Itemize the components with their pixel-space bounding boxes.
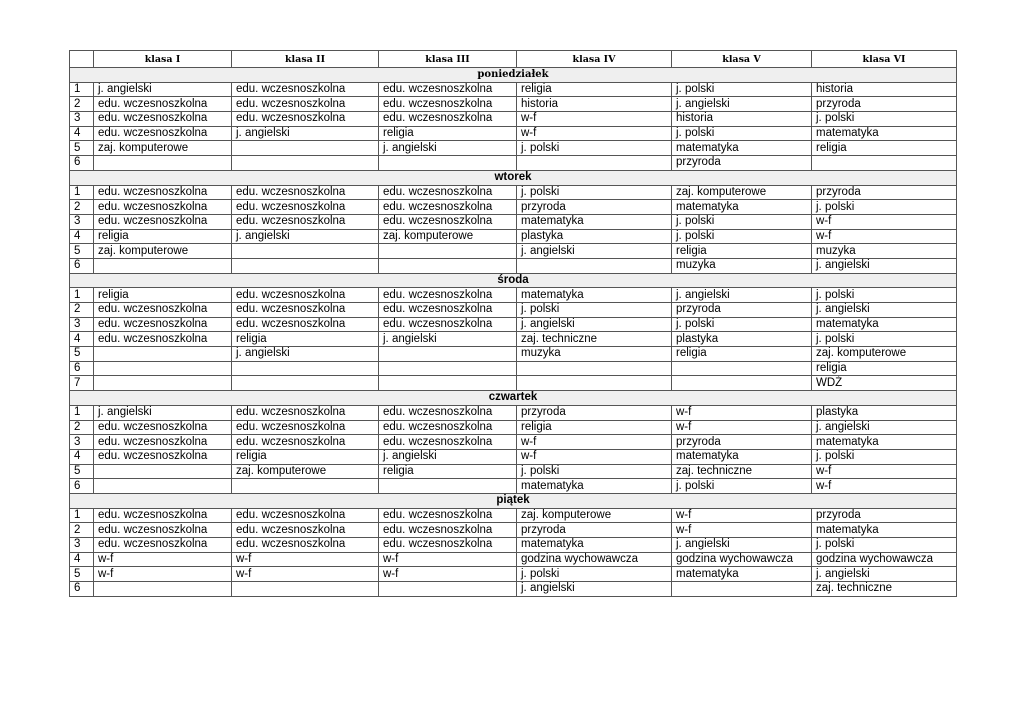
lesson-row bbox=[70, 229, 957, 244]
lesson-row bbox=[70, 332, 957, 347]
lesson-row bbox=[70, 141, 957, 156]
lesson-subject: edu. wczesnoszkolna bbox=[232, 508, 379, 523]
lesson-subject: edu. wczesnoszkolna bbox=[379, 435, 517, 450]
lesson-subject: edu. wczesnoszkolna bbox=[94, 303, 232, 318]
header-cell-class: klasa IV bbox=[517, 51, 672, 68]
lesson-subject bbox=[94, 347, 232, 362]
header-cell-class: klasa VI bbox=[812, 51, 957, 68]
lesson-number: 2 bbox=[70, 420, 94, 435]
lesson-subject bbox=[379, 361, 517, 376]
lesson-subject: w-f bbox=[812, 214, 957, 229]
lesson-subject: j. angielski bbox=[379, 141, 517, 156]
lesson-subject: religia bbox=[812, 141, 957, 156]
lesson-subject: w-f bbox=[672, 508, 812, 523]
lesson-subject: w-f bbox=[94, 552, 232, 567]
lesson-subject bbox=[94, 479, 232, 494]
lesson-subject: j. polski bbox=[517, 567, 672, 582]
header-row bbox=[70, 51, 957, 68]
lesson-subject: zaj. komputerowe bbox=[94, 141, 232, 156]
lesson-subject bbox=[379, 156, 517, 171]
lesson-subject: w-f bbox=[232, 552, 379, 567]
lesson-subject: edu. wczesnoszkolna bbox=[379, 508, 517, 523]
lesson-subject: edu. wczesnoszkolna bbox=[94, 523, 232, 538]
lesson-row bbox=[70, 97, 957, 112]
lesson-subject: edu. wczesnoszkolna bbox=[232, 185, 379, 200]
lesson-number: 1 bbox=[70, 82, 94, 97]
lesson-subject: j. polski bbox=[812, 332, 957, 347]
lesson-subject: przyroda bbox=[812, 508, 957, 523]
lesson-number: 4 bbox=[70, 229, 94, 244]
lesson-subject: zaj. techniczne bbox=[517, 332, 672, 347]
lesson-subject: j. polski bbox=[672, 317, 812, 332]
lesson-row bbox=[70, 156, 957, 171]
lesson-number: 6 bbox=[70, 582, 94, 597]
lesson-subject: religia bbox=[812, 361, 957, 376]
lesson-subject: matematyka bbox=[672, 567, 812, 582]
lesson-subject: muzyka bbox=[517, 347, 672, 362]
lesson-subject: matematyka bbox=[517, 214, 672, 229]
lesson-subject: j. angielski bbox=[232, 126, 379, 141]
lesson-subject: j. polski bbox=[672, 214, 812, 229]
lesson-subject: j. polski bbox=[517, 185, 672, 200]
lesson-subject: edu. wczesnoszkolna bbox=[232, 82, 379, 97]
lesson-subject bbox=[517, 376, 672, 391]
lesson-subject: edu. wczesnoszkolna bbox=[232, 435, 379, 450]
lesson-subject: edu. wczesnoszkolna bbox=[232, 405, 379, 420]
day-header-row bbox=[70, 273, 957, 288]
lesson-row bbox=[70, 361, 957, 376]
lesson-subject: edu. wczesnoszkolna bbox=[232, 420, 379, 435]
lesson-number: 5 bbox=[70, 464, 94, 479]
lesson-subject: przyroda bbox=[812, 185, 957, 200]
lesson-row bbox=[70, 200, 957, 215]
lesson-subject bbox=[94, 361, 232, 376]
lesson-subject: edu. wczesnoszkolna bbox=[379, 405, 517, 420]
lesson-subject: j. polski bbox=[517, 303, 672, 318]
lesson-subject: religia bbox=[672, 244, 812, 259]
lesson-subject bbox=[232, 141, 379, 156]
lesson-subject: edu. wczesnoszkolna bbox=[232, 523, 379, 538]
lesson-subject: religia bbox=[517, 82, 672, 97]
lesson-subject: edu. wczesnoszkolna bbox=[379, 303, 517, 318]
day-header-row bbox=[70, 391, 957, 406]
lesson-subject: j. polski bbox=[812, 112, 957, 127]
lesson-subject: przyroda bbox=[672, 156, 812, 171]
lesson-subject: edu. wczesnoszkolna bbox=[94, 435, 232, 450]
lesson-subject: j. angielski bbox=[232, 229, 379, 244]
lesson-subject: matematyka bbox=[812, 126, 957, 141]
lesson-number: 3 bbox=[70, 214, 94, 229]
lesson-number: 1 bbox=[70, 288, 94, 303]
lesson-subject: godzina wychowawcza bbox=[812, 552, 957, 567]
lesson-subject: edu. wczesnoszkolna bbox=[94, 449, 232, 464]
lesson-subject: j. polski bbox=[672, 126, 812, 141]
day-header-row bbox=[70, 68, 957, 83]
lesson-subject bbox=[94, 156, 232, 171]
lesson-number: 1 bbox=[70, 508, 94, 523]
lesson-subject: edu. wczesnoszkolna bbox=[379, 200, 517, 215]
lesson-subject: godzina wychowawcza bbox=[672, 552, 812, 567]
day-name: poniedziałek bbox=[70, 68, 957, 83]
lesson-subject bbox=[379, 479, 517, 494]
lesson-subject: w-f bbox=[517, 449, 672, 464]
lesson-row bbox=[70, 405, 957, 420]
lesson-subject: edu. wczesnoszkolna bbox=[94, 97, 232, 112]
lesson-subject: edu. wczesnoszkolna bbox=[94, 200, 232, 215]
lesson-number: 5 bbox=[70, 347, 94, 362]
timetable bbox=[69, 50, 957, 597]
lesson-number: 1 bbox=[70, 405, 94, 420]
lesson-subject: w-f bbox=[379, 552, 517, 567]
lesson-number: 3 bbox=[70, 538, 94, 553]
lesson-subject: j. angielski bbox=[379, 332, 517, 347]
lesson-number: 3 bbox=[70, 112, 94, 127]
lesson-number: 2 bbox=[70, 303, 94, 318]
lesson-subject: religia bbox=[379, 126, 517, 141]
lesson-row bbox=[70, 552, 957, 567]
lesson-row bbox=[70, 303, 957, 318]
lesson-subject: plastyka bbox=[517, 229, 672, 244]
lesson-subject: j. angielski bbox=[94, 405, 232, 420]
lesson-subject: muzyka bbox=[812, 244, 957, 259]
lesson-number: 6 bbox=[70, 156, 94, 171]
lesson-subject: j. angielski bbox=[672, 288, 812, 303]
lesson-subject: j. angielski bbox=[812, 258, 957, 273]
lesson-subject: j. polski bbox=[672, 82, 812, 97]
lesson-subject bbox=[232, 258, 379, 273]
lesson-subject bbox=[379, 582, 517, 597]
lesson-row bbox=[70, 479, 957, 494]
lesson-subject: w-f bbox=[232, 567, 379, 582]
lesson-row bbox=[70, 464, 957, 479]
lesson-subject bbox=[94, 376, 232, 391]
lesson-subject: edu. wczesnoszkolna bbox=[94, 126, 232, 141]
lesson-subject: zaj. komputerowe bbox=[379, 229, 517, 244]
lesson-subject: religia bbox=[672, 347, 812, 362]
lesson-number: 3 bbox=[70, 435, 94, 450]
day-header-row bbox=[70, 170, 957, 185]
lesson-subject: edu. wczesnoszkolna bbox=[379, 317, 517, 332]
lesson-subject: w-f bbox=[812, 479, 957, 494]
lesson-number: 6 bbox=[70, 479, 94, 494]
lesson-subject bbox=[379, 258, 517, 273]
lesson-subject bbox=[672, 582, 812, 597]
lesson-subject: j. polski bbox=[812, 200, 957, 215]
header-cell-class: klasa V bbox=[672, 51, 812, 68]
lesson-subject: edu. wczesnoszkolna bbox=[232, 317, 379, 332]
lesson-subject: edu. wczesnoszkolna bbox=[94, 420, 232, 435]
lesson-subject: w-f bbox=[517, 126, 672, 141]
lesson-row bbox=[70, 258, 957, 273]
lesson-subject: historia bbox=[672, 112, 812, 127]
lesson-row bbox=[70, 376, 957, 391]
lesson-number: 2 bbox=[70, 200, 94, 215]
lesson-number: 2 bbox=[70, 97, 94, 112]
lesson-subject: religia bbox=[517, 420, 672, 435]
lesson-subject: matematyka bbox=[812, 523, 957, 538]
lesson-subject: zaj. techniczne bbox=[672, 464, 812, 479]
lesson-subject: w-f bbox=[812, 464, 957, 479]
lesson-subject: w-f bbox=[672, 405, 812, 420]
lesson-subject: j. polski bbox=[812, 288, 957, 303]
lesson-subject: matematyka bbox=[672, 449, 812, 464]
lesson-subject: plastyka bbox=[812, 405, 957, 420]
lesson-subject: zaj. komputerowe bbox=[94, 244, 232, 259]
lesson-subject: matematyka bbox=[517, 479, 672, 494]
lesson-subject: WDŻ bbox=[812, 376, 957, 391]
lesson-subject: zaj. komputerowe bbox=[812, 347, 957, 362]
lesson-subject: plastyka bbox=[672, 332, 812, 347]
lesson-subject: edu. wczesnoszkolna bbox=[94, 538, 232, 553]
lesson-row bbox=[70, 288, 957, 303]
lesson-subject: j. angielski bbox=[517, 582, 672, 597]
header-cell-number bbox=[70, 51, 94, 68]
lesson-row bbox=[70, 126, 957, 141]
lesson-row bbox=[70, 508, 957, 523]
lesson-subject: zaj. techniczne bbox=[812, 582, 957, 597]
lesson-row bbox=[70, 317, 957, 332]
lesson-subject bbox=[379, 244, 517, 259]
lesson-number: 4 bbox=[70, 332, 94, 347]
lesson-number: 5 bbox=[70, 567, 94, 582]
lesson-subject: matematyka bbox=[517, 288, 672, 303]
lesson-subject: w-f bbox=[812, 229, 957, 244]
lesson-row bbox=[70, 538, 957, 553]
lesson-subject: religia bbox=[94, 288, 232, 303]
lesson-subject: edu. wczesnoszkolna bbox=[232, 214, 379, 229]
lesson-subject: j. polski bbox=[672, 479, 812, 494]
lesson-subject bbox=[232, 156, 379, 171]
day-name: czwartek bbox=[70, 391, 957, 406]
lesson-subject bbox=[232, 244, 379, 259]
lesson-subject: w-f bbox=[672, 523, 812, 538]
lesson-subject: matematyka bbox=[672, 200, 812, 215]
lesson-row bbox=[70, 347, 957, 362]
lesson-subject: edu. wczesnoszkolna bbox=[232, 112, 379, 127]
lesson-number: 1 bbox=[70, 185, 94, 200]
lesson-subject bbox=[672, 376, 812, 391]
lesson-subject: przyroda bbox=[517, 523, 672, 538]
lesson-row bbox=[70, 214, 957, 229]
lesson-number: 4 bbox=[70, 449, 94, 464]
header-cell-class: klasa III bbox=[379, 51, 517, 68]
lesson-subject: edu. wczesnoszkolna bbox=[232, 303, 379, 318]
lesson-subject: przyroda bbox=[672, 303, 812, 318]
lesson-subject: przyroda bbox=[517, 200, 672, 215]
lesson-subject: edu. wczesnoszkolna bbox=[94, 112, 232, 127]
lesson-subject: edu. wczesnoszkolna bbox=[379, 538, 517, 553]
lesson-subject: edu. wczesnoszkolna bbox=[94, 214, 232, 229]
lesson-subject: zaj. komputerowe bbox=[672, 185, 812, 200]
lesson-subject: matematyka bbox=[672, 141, 812, 156]
lesson-subject bbox=[672, 361, 812, 376]
lesson-number: 6 bbox=[70, 258, 94, 273]
lesson-subject: przyroda bbox=[812, 97, 957, 112]
lesson-subject: edu. wczesnoszkolna bbox=[232, 288, 379, 303]
lesson-subject: j. angielski bbox=[517, 244, 672, 259]
lesson-row bbox=[70, 523, 957, 538]
lesson-number: 6 bbox=[70, 361, 94, 376]
header-cell-class: klasa II bbox=[232, 51, 379, 68]
lesson-row bbox=[70, 449, 957, 464]
lesson-subject bbox=[379, 347, 517, 362]
lesson-row bbox=[70, 244, 957, 259]
lesson-subject: muzyka bbox=[672, 258, 812, 273]
lesson-subject: j. angielski bbox=[672, 97, 812, 112]
lesson-subject: j. angielski bbox=[379, 449, 517, 464]
lesson-number: 5 bbox=[70, 244, 94, 259]
lesson-row bbox=[70, 420, 957, 435]
lesson-subject: j. polski bbox=[812, 449, 957, 464]
lesson-subject: j. angielski bbox=[232, 347, 379, 362]
lesson-subject bbox=[232, 376, 379, 391]
lesson-subject bbox=[379, 376, 517, 391]
lesson-subject: edu. wczesnoszkolna bbox=[94, 508, 232, 523]
lesson-subject: zaj. komputerowe bbox=[232, 464, 379, 479]
lesson-row bbox=[70, 582, 957, 597]
lesson-subject bbox=[94, 464, 232, 479]
day-name: piątek bbox=[70, 493, 957, 508]
lesson-subject: edu. wczesnoszkolna bbox=[232, 97, 379, 112]
lesson-subject: religia bbox=[232, 449, 379, 464]
lesson-subject: edu. wczesnoszkolna bbox=[379, 523, 517, 538]
lesson-subject: edu. wczesnoszkolna bbox=[232, 200, 379, 215]
lesson-row bbox=[70, 112, 957, 127]
lesson-subject: j. polski bbox=[517, 464, 672, 479]
timetable-page bbox=[69, 50, 956, 597]
lesson-subject: edu. wczesnoszkolna bbox=[379, 185, 517, 200]
lesson-subject: religia bbox=[232, 332, 379, 347]
lesson-number: 5 bbox=[70, 141, 94, 156]
lesson-subject: matematyka bbox=[517, 538, 672, 553]
lesson-subject bbox=[812, 156, 957, 171]
day-name: wtorek bbox=[70, 170, 957, 185]
lesson-subject: historia bbox=[517, 97, 672, 112]
lesson-subject: j. angielski bbox=[812, 303, 957, 318]
lesson-subject bbox=[94, 582, 232, 597]
lesson-subject: j. polski bbox=[517, 141, 672, 156]
day-header-row bbox=[70, 493, 957, 508]
lesson-subject: edu. wczesnoszkolna bbox=[94, 317, 232, 332]
lesson-subject bbox=[94, 258, 232, 273]
lesson-subject: edu. wczesnoszkolna bbox=[379, 420, 517, 435]
lesson-subject: w-f bbox=[517, 112, 672, 127]
lesson-subject bbox=[232, 361, 379, 376]
lesson-subject: edu. wczesnoszkolna bbox=[379, 288, 517, 303]
lesson-subject bbox=[517, 361, 672, 376]
lesson-subject: edu. wczesnoszkolna bbox=[379, 97, 517, 112]
lesson-subject: przyroda bbox=[517, 405, 672, 420]
lesson-number: 4 bbox=[70, 126, 94, 141]
lesson-number: 7 bbox=[70, 376, 94, 391]
lesson-number: 2 bbox=[70, 523, 94, 538]
lesson-subject: w-f bbox=[94, 567, 232, 582]
lesson-number: 3 bbox=[70, 317, 94, 332]
lesson-subject: edu. wczesnoszkolna bbox=[94, 185, 232, 200]
lesson-subject bbox=[232, 582, 379, 597]
lesson-subject: j. polski bbox=[672, 229, 812, 244]
lesson-subject: godzina wychowawcza bbox=[517, 552, 672, 567]
lesson-subject: religia bbox=[379, 464, 517, 479]
lesson-number: 4 bbox=[70, 552, 94, 567]
lesson-subject: j. angielski bbox=[672, 538, 812, 553]
lesson-subject: w-f bbox=[672, 420, 812, 435]
lesson-subject: j. angielski bbox=[812, 567, 957, 582]
lesson-subject: w-f bbox=[517, 435, 672, 450]
lesson-subject: edu. wczesnoszkolna bbox=[232, 538, 379, 553]
lesson-row bbox=[70, 567, 957, 582]
lesson-subject bbox=[517, 156, 672, 171]
lesson-subject: edu. wczesnoszkolna bbox=[379, 214, 517, 229]
lesson-subject: historia bbox=[812, 82, 957, 97]
lesson-subject: zaj. komputerowe bbox=[517, 508, 672, 523]
header-cell-class: klasa I bbox=[94, 51, 232, 68]
lesson-subject bbox=[232, 479, 379, 494]
lesson-subject: edu. wczesnoszkolna bbox=[379, 112, 517, 127]
lesson-row bbox=[70, 435, 957, 450]
lesson-subject: j. polski bbox=[812, 538, 957, 553]
day-name: środa bbox=[70, 273, 957, 288]
lesson-row bbox=[70, 82, 957, 97]
timetable-header bbox=[70, 51, 957, 68]
lesson-subject: religia bbox=[94, 229, 232, 244]
lesson-subject: edu. wczesnoszkolna bbox=[379, 82, 517, 97]
lesson-subject bbox=[517, 258, 672, 273]
lesson-subject: edu. wczesnoszkolna bbox=[94, 332, 232, 347]
lesson-subject: j. angielski bbox=[812, 420, 957, 435]
lesson-subject: w-f bbox=[379, 567, 517, 582]
lesson-subject: przyroda bbox=[672, 435, 812, 450]
lesson-subject: j. angielski bbox=[94, 82, 232, 97]
lesson-subject: matematyka bbox=[812, 435, 957, 450]
lesson-row bbox=[70, 185, 957, 200]
lesson-subject: j. angielski bbox=[517, 317, 672, 332]
lesson-subject: matematyka bbox=[812, 317, 957, 332]
timetable-body bbox=[70, 68, 957, 597]
